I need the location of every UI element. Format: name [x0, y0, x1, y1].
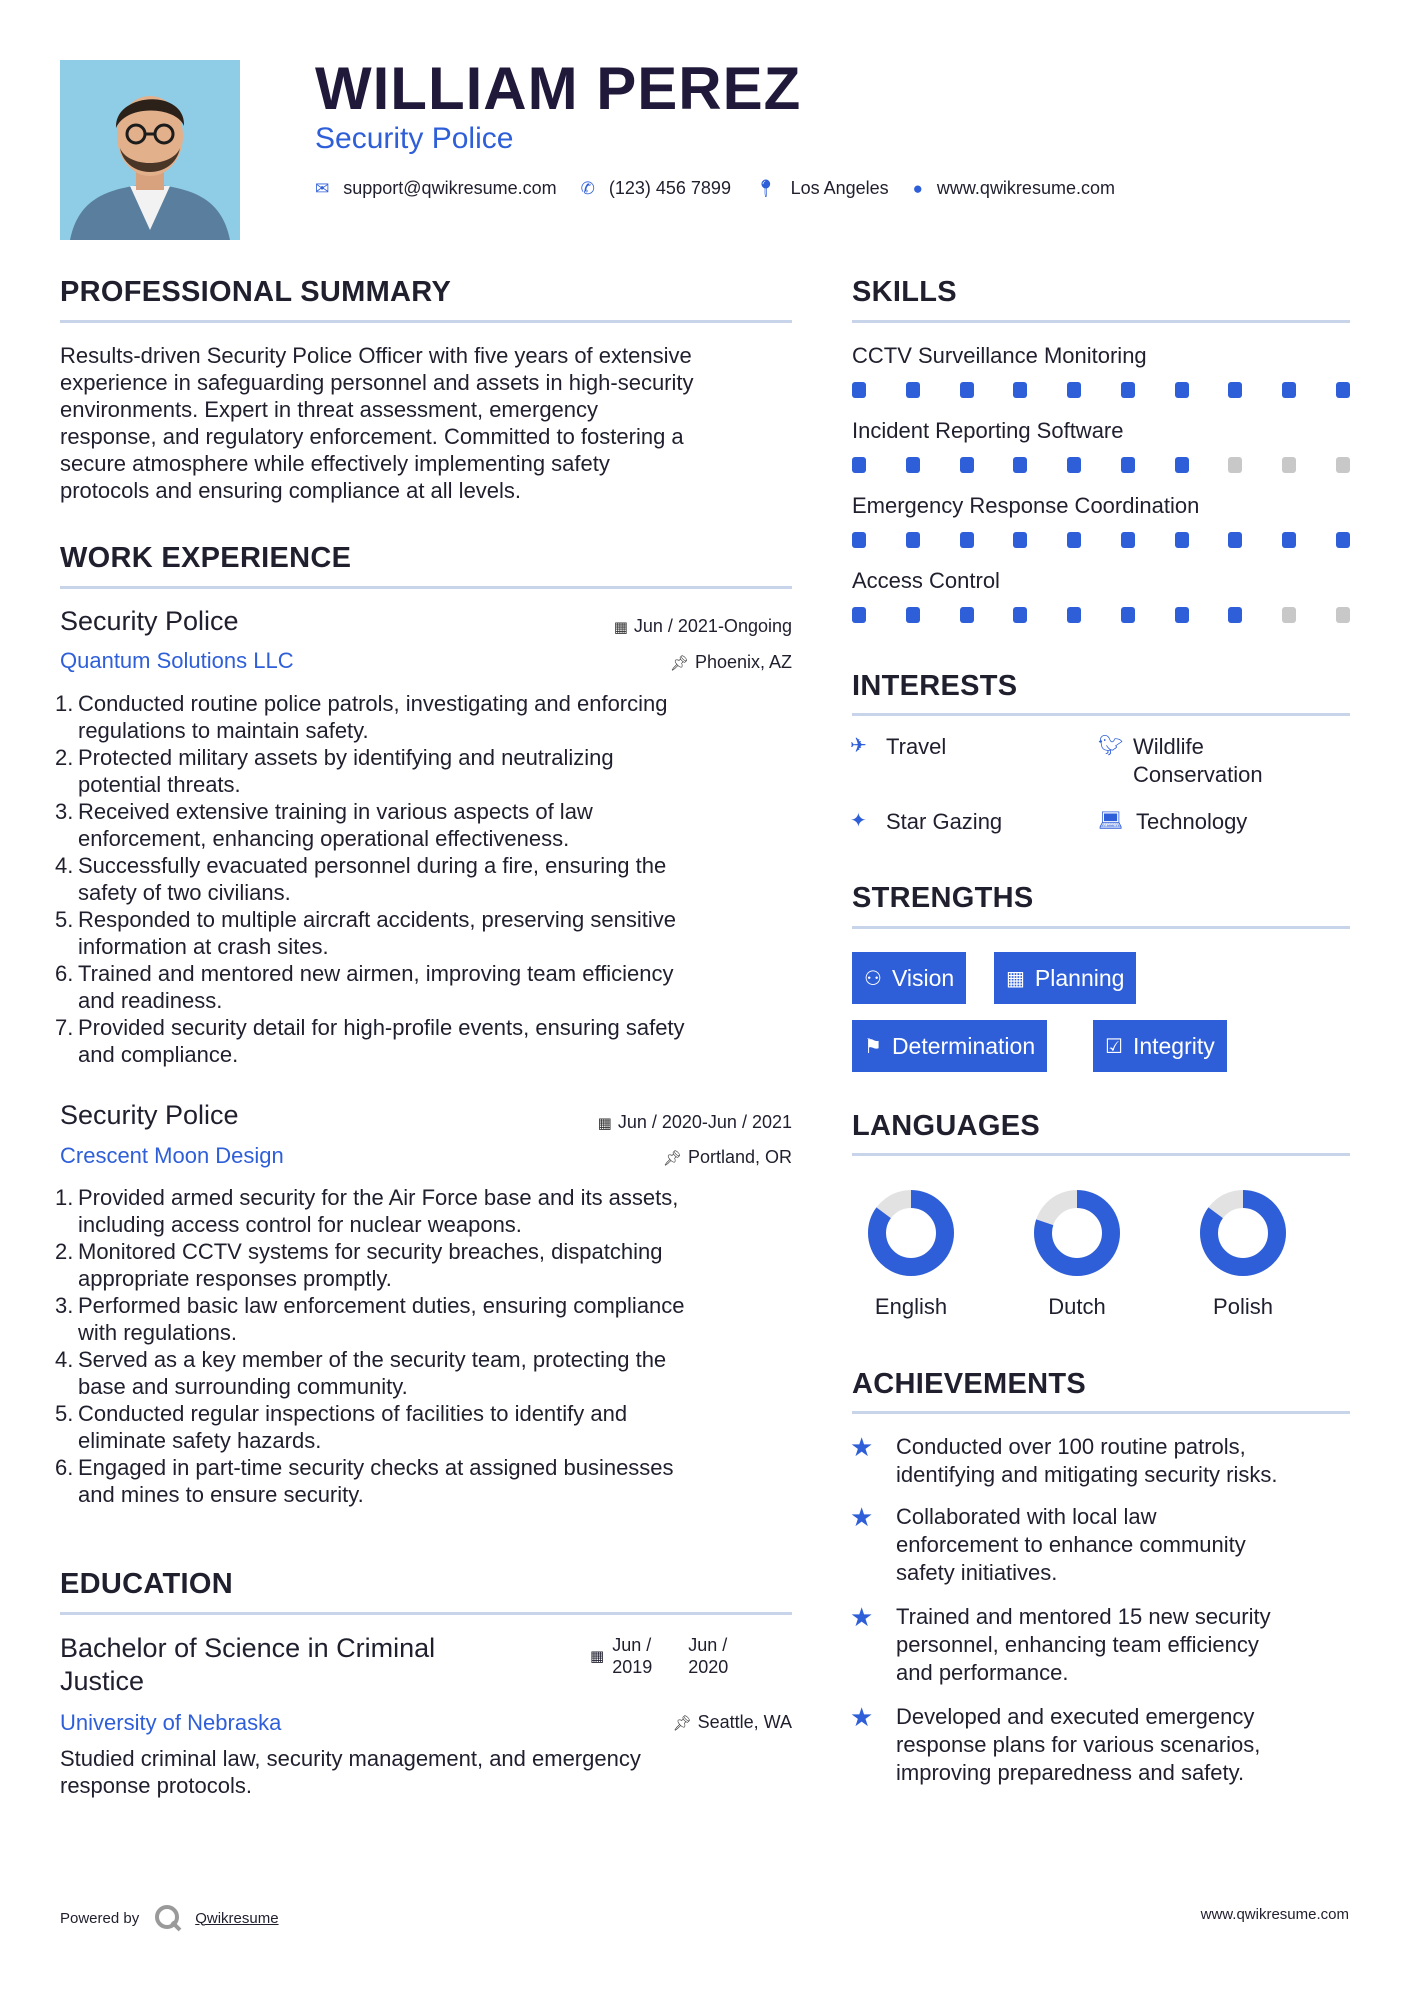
job-location — [663, 1147, 792, 1168]
skill-dot-filled — [960, 532, 974, 548]
job-location — [670, 652, 792, 673]
profile-photo — [60, 60, 240, 240]
skill-rating — [852, 382, 1350, 398]
skill-dot-filled — [906, 457, 920, 473]
contact-email[interactable]: support@qwikresume.com — [343, 178, 557, 198]
list-item: 4. Successfully evacuated personnel during a fire, ensuring the safety of two civilians. — [55, 853, 667, 905]
interest-star-gazing: Star Gazing — [886, 809, 1003, 834]
language-ring-dutch — [1032, 1188, 1122, 1278]
skill-dot-filled — [1067, 607, 1081, 623]
skill-dot-filled — [1175, 607, 1189, 623]
pushpin-icon: 📌︎ — [662, 1150, 682, 1167]
shooting-star-icon: ★ — [850, 1502, 874, 1532]
telescope-icon: ✦ — [850, 810, 867, 832]
calendar-icon: ▦ — [597, 1115, 612, 1132]
summary-heading: PROFESSIONAL SUMMARY — [60, 276, 452, 308]
list-item: 6. Trained and mentored new airmen, improving team efficiency and readiness. — [55, 961, 674, 1013]
strengths-heading: STRENGTHS — [852, 882, 1034, 914]
skill-dot-filled — [906, 382, 920, 398]
skill-dot-filled — [1228, 607, 1242, 623]
footer-branding — [60, 1903, 279, 1933]
skill-dot-filled — [1228, 532, 1242, 548]
job-date-text: Jun / 2020-Jun / 2021 — [617, 1112, 792, 1132]
education-location-text: Seattle, WA — [697, 1712, 792, 1732]
list-item: 3. Received extensive training in various aspects of law enforcement, enhancing operational effectiveness. — [55, 799, 593, 851]
list-item: 6. Engaged in part-time security checks at assigned businesses and mines to ensure security. — [55, 1455, 674, 1507]
summary-line: protocols and ensuring compliance at all levels. — [60, 478, 522, 503]
education-start: Jun / 2019 — [612, 1635, 653, 1677]
skill-dot-filled — [852, 382, 866, 398]
company-name[interactable]: Crescent Moon Design — [60, 1143, 284, 1168]
envelope-icon: ✉ — [315, 178, 330, 198]
skills-divider — [852, 320, 1350, 323]
shooting-star-icon: ★ — [850, 1702, 874, 1732]
education-divider — [60, 1612, 792, 1615]
skill-dot-filled — [852, 457, 866, 473]
skill-name: CCTV Surveillance Monitoring — [852, 343, 1147, 368]
strength-tag-vision — [852, 952, 966, 1004]
skill-dot-empty — [1336, 607, 1350, 623]
skill-dot-filled — [1336, 532, 1350, 548]
skill-dot-empty — [1336, 457, 1350, 473]
skill-dot-filled — [1013, 607, 1027, 623]
summary-line: response, and regulatory enforcement. Committed to fostering a — [60, 424, 684, 449]
skill-dot-filled — [960, 382, 974, 398]
list-item: 5. Conducted regular inspections of facilities to identify and eliminate safety hazards. — [55, 1401, 628, 1453]
skill-dot-filled — [852, 607, 866, 623]
qwikresume-logo-icon — [153, 1903, 183, 1933]
achievement-item: Conducted over 100 routine patrols, identifying and mitigating security risks. — [896, 1434, 1278, 1487]
achievements-heading: ACHIEVEMENTS — [852, 1368, 1087, 1400]
school-name[interactable]: University of Nebraska — [60, 1710, 282, 1735]
skill-dot-filled — [1013, 382, 1027, 398]
skill-dot-filled — [1067, 532, 1081, 548]
interests-divider — [852, 713, 1350, 716]
interests-heading: INTERESTS — [852, 670, 1018, 702]
skill-rating — [852, 457, 1350, 473]
list-item: 7. Provided security detail for high-profile events, ensuring safety and compliance. — [55, 1015, 685, 1067]
contact-location: Los Angeles — [790, 178, 889, 198]
candidate-title: Security Police — [315, 122, 514, 155]
contact-website[interactable]: www.qwikresume.com — [936, 178, 1115, 198]
contact-bar — [315, 178, 1139, 199]
job-date — [614, 616, 792, 637]
languages-heading: LANGUAGES — [852, 1110, 1040, 1142]
job-title: Security Police — [60, 1100, 239, 1130]
skill-dot-filled — [1175, 532, 1189, 548]
skill-dot-filled — [960, 457, 974, 473]
check-square-icon: ☑ — [1105, 1035, 1123, 1058]
language-ring-english — [866, 1188, 956, 1278]
plane-icon: ✈ — [850, 735, 867, 757]
skill-dot-filled — [1336, 382, 1350, 398]
qwikresume-link[interactable]: Qwikresume — [195, 1909, 279, 1927]
skill-name: Incident Reporting Software — [852, 418, 1124, 443]
list-item: 2. Protected military assets by identifying and neutralizing potential threats. — [55, 745, 614, 797]
interest-travel: Travel — [886, 734, 947, 759]
skill-name: Emergency Response Coordination — [852, 493, 1200, 518]
binoculars-icon: ⚇ — [864, 967, 882, 990]
skill-dot-filled — [1067, 382, 1081, 398]
strength-label: Planning — [1034, 964, 1125, 991]
education-location — [673, 1712, 792, 1733]
languages-divider — [852, 1153, 1350, 1156]
language-label: Dutch — [1048, 1294, 1106, 1319]
list-item: 4. Served as a key member of the security team, protecting the base and surrounding community. — [55, 1347, 667, 1399]
skill-dot-filled — [960, 607, 974, 623]
calendar-icon: ▦ — [590, 1648, 605, 1665]
list-item: 5. Responded to multiple aircraft accidents, preserving sensitive information at crash sites. — [55, 907, 676, 959]
list-item: 1. Conducted routine police patrols, investigating and enforcing regulations to maintain safety. — [55, 691, 668, 743]
education-end: Jun / 2020 — [688, 1635, 729, 1677]
skill-dot-filled — [1282, 382, 1296, 398]
skill-dot-filled — [1121, 382, 1135, 398]
skill-dot-filled — [1013, 457, 1027, 473]
laptop-icon: 💻︎ — [1098, 810, 1124, 832]
achievement-item: Collaborated with local law enforcement to enhance community safety initiatives. — [896, 1504, 1246, 1585]
summary-line: experience in safeguarding personnel and assets in high-security — [60, 370, 694, 395]
job-title: Security Police — [60, 606, 239, 636]
skill-dot-filled — [852, 532, 866, 548]
strength-tag-planning — [994, 952, 1136, 1004]
skill-dot-filled — [906, 607, 920, 623]
language-label: English — [874, 1294, 948, 1319]
job-duties-list — [55, 1184, 800, 1508]
achievement-item: Trained and mentored 15 new security personnel, enhancing team efficiency and performance. — [896, 1604, 1271, 1685]
interest-technology: Technology — [1136, 809, 1248, 834]
skill-dot-filled — [1175, 382, 1189, 398]
skill-rating — [852, 532, 1350, 548]
summary-line: Results-driven Security Police Officer with five years of extensive — [60, 343, 692, 368]
skill-dot-filled — [1175, 457, 1189, 473]
skill-name: Access Control — [852, 568, 1000, 593]
list-item: 3. Performed basic law enforcement duties, ensuring compliance with regulations. — [55, 1293, 685, 1345]
education-dates — [590, 1634, 728, 1678]
experience-heading: WORK EXPERIENCE — [60, 542, 352, 574]
language-ring-polish — [1198, 1188, 1288, 1278]
skill-dot-filled — [1067, 457, 1081, 473]
education-heading: EDUCATION — [60, 1568, 233, 1600]
strength-label: Integrity — [1132, 1032, 1215, 1059]
job-date-text: Jun / 2021-Ongoing — [633, 616, 792, 636]
contact-phone[interactable]: (123) 456 7899 — [608, 178, 731, 198]
person-portrait-icon — [60, 60, 240, 240]
skills-heading: SKILLS — [852, 276, 957, 308]
skill-dot-filled — [1013, 532, 1027, 548]
map-pin-icon: 📍︎ — [754, 178, 777, 198]
phone-icon: ✆ — [580, 178, 595, 198]
achievement-item: Developed and executed emergency response plans for various scenarios, improving preparedness and safety. — [896, 1704, 1261, 1785]
skill-dot-filled — [1121, 532, 1135, 548]
education-description: Studied criminal law, security management, and emergency response protocols. — [60, 1746, 641, 1798]
globe-icon: ● — [912, 178, 923, 198]
calendar-icon: ▦ — [613, 619, 628, 636]
summary-line: environments. Expert in threat assessment, emergency — [60, 397, 599, 422]
degree-line: Justice — [60, 1666, 145, 1696]
job-location-text: Phoenix, AZ — [694, 652, 792, 672]
footer-website[interactable]: www.qwikresume.com — [1200, 1906, 1349, 1923]
achievements-divider — [852, 1411, 1350, 1414]
skill-rating — [852, 607, 1350, 623]
job-location-text: Portland, OR — [687, 1147, 792, 1167]
summary-line: secure atmosphere while effectively implementing safety — [60, 451, 610, 476]
pushpin-icon: 📌︎ — [672, 1715, 692, 1732]
shooting-star-icon: ★ — [850, 1602, 874, 1632]
skill-dot-filled — [1282, 532, 1296, 548]
job-duties-list — [55, 690, 800, 1068]
skill-dot-filled — [906, 532, 920, 548]
strength-tag-determination — [852, 1020, 1047, 1072]
skill-dot-empty — [1282, 607, 1296, 623]
strengths-divider — [852, 926, 1350, 929]
list-item: 2. Monitored CCTV systems for security breaches, dispatching appropriate responses promptly. — [55, 1239, 663, 1291]
summary-text — [60, 342, 800, 504]
wildlife-icon: 🐦︎ — [1098, 735, 1124, 757]
skill-dot-empty — [1282, 457, 1296, 473]
summary-divider — [60, 320, 792, 323]
strength-tag-integrity — [1093, 1020, 1227, 1072]
calendar-icon: ▦ — [1006, 967, 1025, 990]
pushpin-icon: 📌︎ — [669, 655, 689, 672]
flag-icon: ⚑ — [864, 1035, 882, 1058]
interest-wildlife: Wildlife Conservation — [1133, 734, 1263, 787]
job-date — [598, 1112, 792, 1133]
degree-line: Bachelor of Science in Criminal — [60, 1633, 436, 1663]
list-item: 1. Provided armed security for the Air Force base and its assets, including access control for nuclear weapons. — [55, 1185, 679, 1237]
skill-dot-filled — [1228, 382, 1242, 398]
company-name[interactable]: Quantum Solutions LLC — [60, 648, 294, 673]
skill-dot-filled — [1121, 607, 1135, 623]
degree-title — [60, 1632, 435, 1698]
shooting-star-icon: ★ — [850, 1432, 874, 1462]
strength-label: Determination — [891, 1032, 1036, 1059]
powered-by-text: Powered by — [60, 1909, 140, 1927]
strength-label: Vision — [891, 964, 955, 991]
experience-divider — [60, 586, 792, 589]
skill-dot-empty — [1228, 457, 1242, 473]
skill-dot-filled — [1121, 457, 1135, 473]
language-label: Polish — [1213, 1294, 1273, 1319]
candidate-name: WILLIAM PEREZ — [315, 55, 802, 122]
